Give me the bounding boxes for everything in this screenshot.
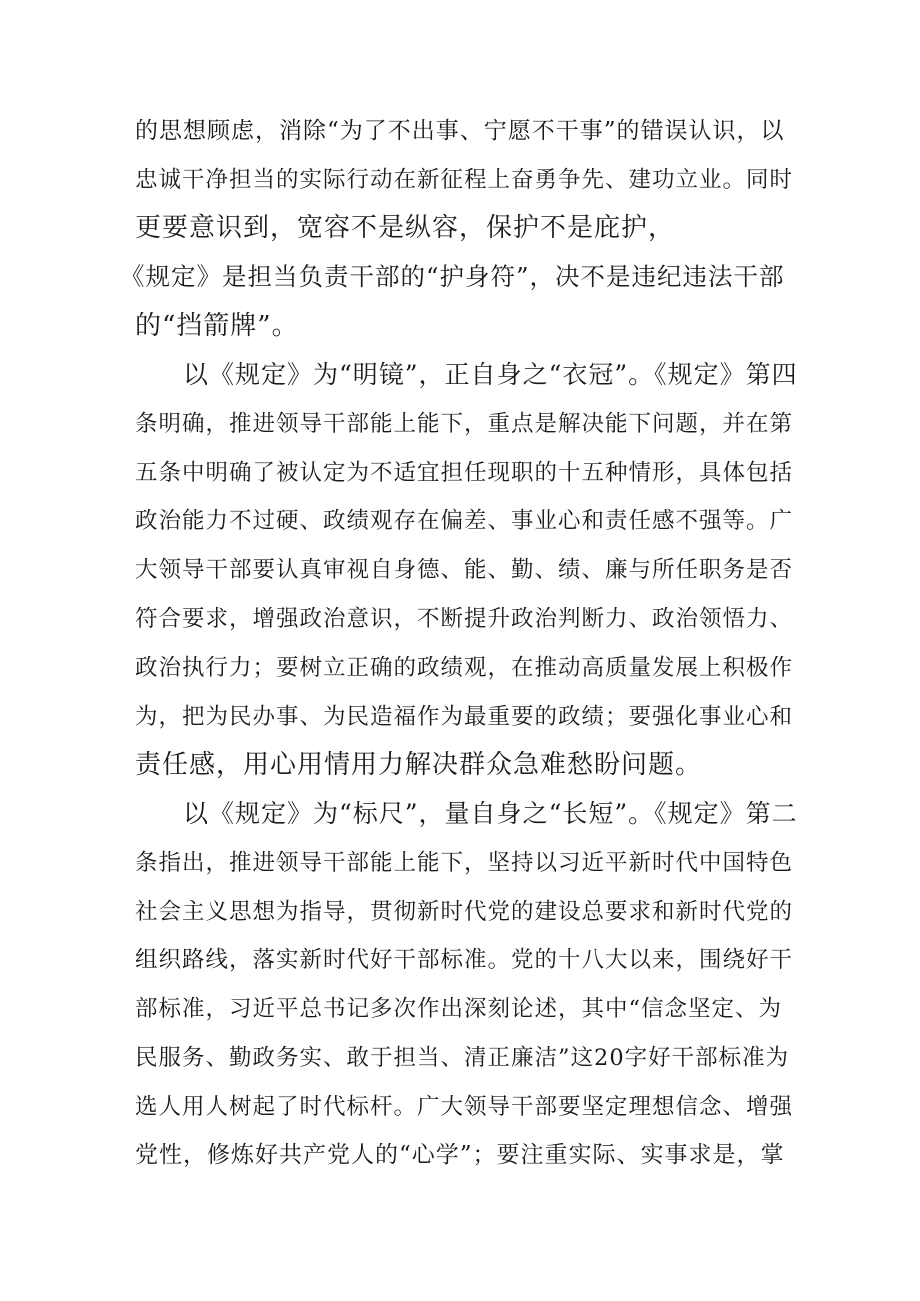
- text-line: 更要意识到，宽容不是纵容，保护不是庇护，: [135, 213, 676, 243]
- text-line: 党性，修炼好共产党人的“心学”；要注重实际、实事求是，掌: [135, 1142, 785, 1168]
- text-line: 政治执行力；要树立正确的政绩观，在推动高质量发展上积极作: [135, 655, 794, 681]
- text-line: 社会主义思想为指导，贯彻新时代党的建设总要求和新时代党的: [135, 899, 794, 925]
- text-line: 组织路线，落实新时代好干部标准。党的十八大以来，围绕好干: [135, 947, 794, 973]
- text-line: 的思想顾虑，消除“为了不出事、宁愿不干事”的错误认识，以: [135, 118, 785, 144]
- text-line: 部标准，习近平总书记多次作出深刻论述，其中“信念坚定、为: [135, 996, 783, 1022]
- text-line: 的“挡箭牌”。: [135, 311, 299, 341]
- text-line: 条明确，推进领导干部能上能下，重点是解决能下问题，并在第: [135, 411, 794, 437]
- text-line: 为，把为民办事、为民造福作为最重要的政绩；要强化事业心和: [135, 704, 794, 730]
- text-line: 忠诚干净担当的实际行动在新征程上奋勇争先、建功立业。同时: [135, 167, 794, 193]
- text-line: 责任感，用心用情用力解决群众急难愁盼问题。: [135, 750, 703, 780]
- text-line: 五条中明确了被认定为不适宜担任现职的十五种情形，具体包括: [135, 460, 794, 486]
- text-line: 民服务、勤政务实、敢于担当、清正廉洁”这20字好干部标准为: [135, 1045, 790, 1071]
- text-line: 大领导干部要认真审视自身德、能、勤、绩、廉与所任职务是否: [135, 557, 794, 583]
- text-line: 政治能力不过硬、政绩观存在偏差、事业心和责任感不强等。广: [135, 508, 794, 534]
- text-line: 条指出，推进领导干部能上能下，坚持以习近平新时代中国特色: [135, 850, 794, 876]
- text-line: 选人用人树起了时代标杆。广大领导干部要坚定理想信念、增强: [135, 1094, 794, 1120]
- text-line: 符合要求，增强政治意识，不断提升政治判断力、政治领悟力、: [135, 606, 794, 632]
- text-line: 《规定》是担当负责干部的“护身符”，决不是违纪违法干部: [120, 262, 785, 291]
- paragraph-first-line: 以《规定》为“标尺”，量自身之“长短”。《规定》第二: [183, 799, 798, 828]
- paragraph-first-line: 以《规定》为“明镜”，正自身之“衣冠”。《规定》第四: [183, 360, 798, 389]
